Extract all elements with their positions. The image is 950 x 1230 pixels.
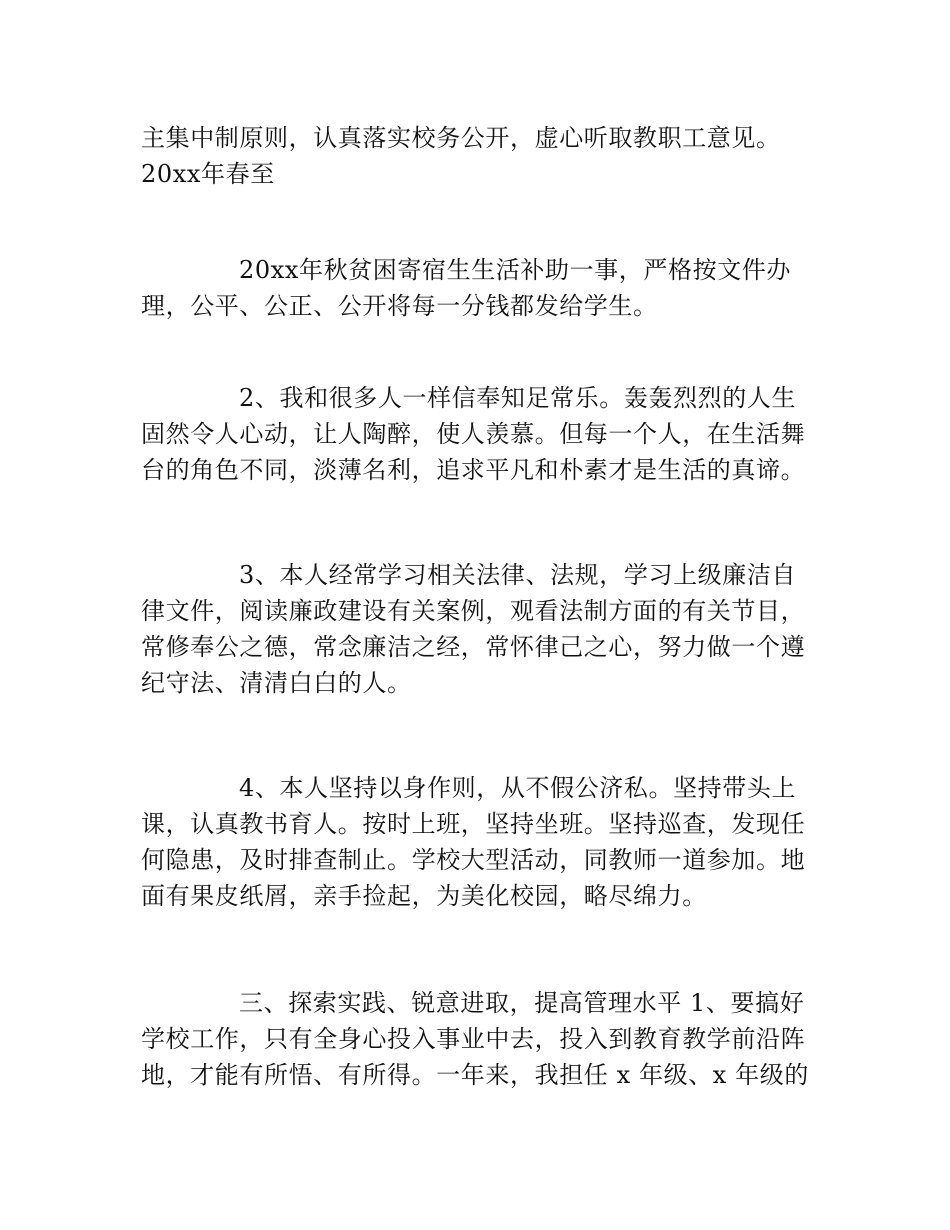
text-line: 20xx年春至 — [141, 160, 275, 188]
text-line: 台的角色不同，淡薄名利，追求平凡和朴素才是生活的真谛。 — [141, 456, 806, 484]
text-line: 主集中制原则，认真落实校务公开，虚心听取教职工意见。 — [141, 124, 781, 152]
text-line: 课，认真教书育人。按时上班，坚持坐班。坚持巡查，发现任 — [141, 810, 806, 838]
text-line: 纪守法、清清白白的人。 — [141, 669, 412, 697]
paragraph-item-3 — [141, 557, 821, 701]
paragraph-continuation — [141, 120, 821, 192]
paragraph-section-3 — [141, 985, 821, 1093]
text-line: 3、本人经常学习相关法律、法规，学习上级廉洁自 — [239, 561, 797, 589]
text-line: 何隐患，及时排查制止。学校大型活动，同教师一道参加。地 — [141, 846, 806, 874]
text-line: 4、本人坚持以身作则，从不假公济私。坚持带头上 — [239, 774, 797, 802]
text-line: 学校工作，只有全身心投入事业中去，投入到教育教学前沿阵 — [141, 1025, 806, 1053]
text-line: 20xx年秋贫困寄宿生生活补助一事，严格按文件办 — [239, 256, 792, 284]
text-line: 面有果皮纸屑，亲手捡起，为美化校园，略尽绵力。 — [141, 882, 707, 910]
text-line: 理，公平、公正、公开将每一分钱都发给学生。 — [141, 292, 658, 320]
paragraph-item-2 — [141, 380, 821, 488]
text-line: 地，才能有所悟、有所得。一年来，我担任 x 年级、x 年级的 — [141, 1061, 809, 1089]
paragraph-subsidy — [141, 252, 821, 324]
text-line: 常修奉公之德，常念廉洁之经，常怀律己之心，努力做一个遵 — [141, 633, 806, 661]
text-line: 律文件，阅读廉政建设有关案例，观看法制方面的有关节目， — [141, 597, 806, 625]
paragraph-item-4 — [141, 770, 821, 914]
text-line: 固然令人心动，让人陶醉，使人羡慕。但每一个人，在生活舞 — [141, 420, 806, 448]
text-line: 三、探索实践、锐意进取，提高管理水平 1、要搞好 — [239, 989, 805, 1017]
text-line: 2、我和很多人一样信奉知足常乐。轰轰烈烈的人生 — [239, 384, 797, 412]
